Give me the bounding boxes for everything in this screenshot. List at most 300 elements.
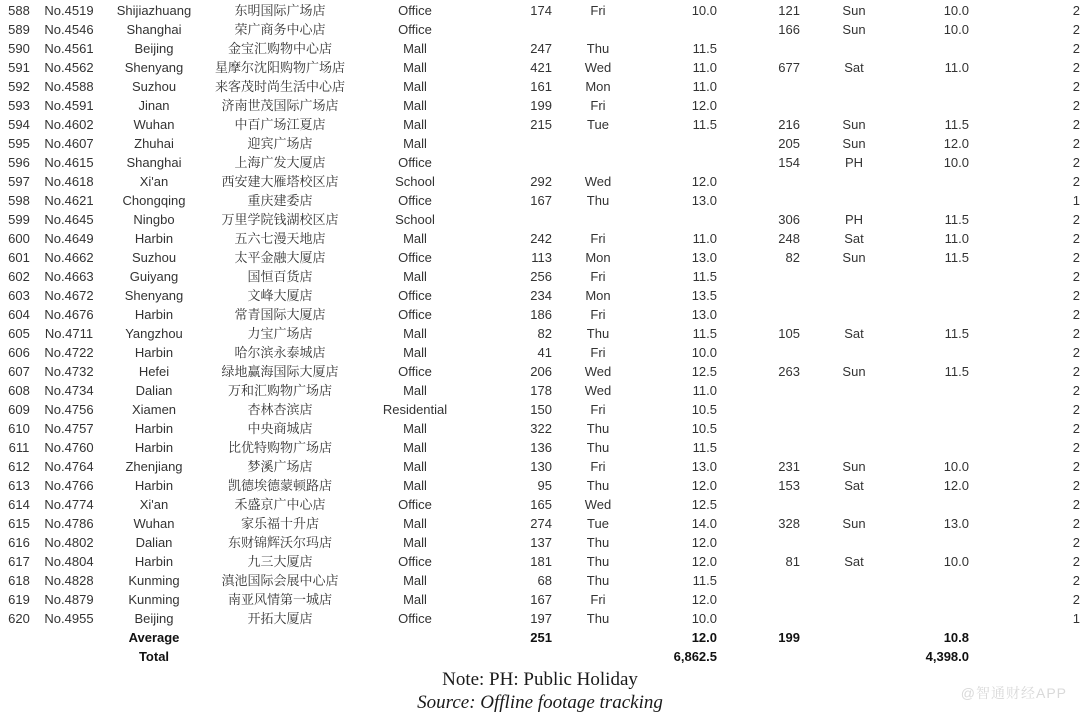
cell-idx: 594 [8, 117, 30, 132]
cell-h2 [908, 305, 969, 324]
cell-d1: Fri [590, 592, 606, 607]
cell-n: 2 [1072, 307, 1080, 322]
cell-v1: 113 [531, 250, 552, 265]
cell-h2: 13.0 [943, 516, 969, 531]
cell-h1: 13.0 [691, 307, 717, 322]
cell-h2: 10.0 [943, 22, 969, 37]
cell-idx: 598 [8, 193, 30, 208]
cell-city: Beijing [134, 41, 174, 56]
cell-d2 [800, 419, 908, 438]
cell-city: Shenyang [124, 288, 184, 303]
cell-h1: 12.0 [691, 592, 717, 607]
table-row [0, 267, 1080, 286]
cell-d1: Thu [586, 535, 610, 550]
cell-no: No.4955 [44, 611, 94, 626]
cell-h2 [908, 400, 969, 419]
cell-n: 2 [1072, 345, 1080, 360]
cell-d2 [800, 647, 908, 666]
cell-type: Office [398, 250, 432, 265]
cell-type: Mall [403, 117, 427, 132]
cell-no: No.4663 [44, 269, 94, 284]
cell-d1: Fri [590, 269, 606, 284]
cell-city: Wuhan [133, 117, 175, 132]
cell-name: 凯德埃德蒙顿路店 [227, 478, 332, 493]
total-row [0, 647, 1080, 666]
cell-h1: 11.5 [692, 269, 717, 284]
table-row [0, 210, 1080, 229]
cell-idx: 588 [8, 3, 30, 18]
cell-v1: 274 [530, 516, 552, 531]
cell-city: Kunming [128, 573, 180, 588]
cell-type: Mall [403, 345, 427, 360]
cell-d1: Wed [584, 174, 612, 189]
cell-no: No.4676 [44, 307, 94, 322]
cell-idx: 606 [8, 345, 30, 360]
cell-n: 2 [1072, 212, 1080, 227]
cell-v1: 165 [530, 497, 552, 512]
table-row [0, 457, 1080, 476]
cell-h1: 10.5 [691, 402, 717, 417]
cell-idx: 614 [8, 497, 30, 512]
cell-v2: 166 [778, 22, 800, 37]
cell-type: Office [398, 611, 432, 626]
cell-v1: 251 [530, 630, 552, 645]
cell-idx: 592 [8, 79, 30, 94]
cell-v2 [717, 647, 800, 666]
cell-city: Harbin [134, 478, 174, 493]
cell-v1: 161 [530, 79, 552, 94]
cell-h2: 11.5 [944, 212, 969, 227]
cell-n: 2 [1072, 326, 1080, 341]
cell-type: Office [398, 497, 432, 512]
cell-type: School [395, 174, 435, 189]
cell-n: 2 [1072, 459, 1080, 474]
cell-h2 [908, 419, 969, 438]
cell-no: No.4588 [44, 79, 94, 94]
cell-idx: 600 [8, 231, 30, 246]
cell-d1: Fri [590, 345, 606, 360]
cell-n: 2 [1072, 421, 1080, 436]
cell-d1: Thu [586, 421, 610, 436]
cell-v2: 205 [778, 136, 800, 151]
cell-type: Office [398, 193, 432, 208]
cell-n: 2 [1072, 136, 1080, 151]
table-body [0, 1, 1080, 666]
table-row [0, 381, 1080, 400]
table-row [0, 153, 1080, 172]
cell-h2: 10.0 [943, 459, 969, 474]
cell-name: 开拓大厦店 [247, 611, 313, 626]
cell-h1 [644, 134, 717, 153]
cell-d2 [800, 305, 908, 324]
cell-n: 2 [1072, 440, 1080, 455]
cell-type: Office [398, 155, 432, 170]
cell-h1: 6,862.5 [673, 649, 717, 664]
cell-name [208, 647, 352, 666]
table-row [0, 362, 1080, 381]
cell-v1: 215 [530, 117, 552, 132]
cell-city: Shanghai [126, 22, 182, 37]
cell-name: 比优特购物广场店 [227, 440, 332, 455]
cell-d1: Wed [584, 60, 612, 75]
cell-name: 文峰大厦店 [247, 288, 313, 303]
cell-n: 2 [1072, 3, 1080, 18]
store-footfall-table [0, 1, 1080, 666]
cell-idx: 607 [8, 364, 30, 379]
cell-city: Average [128, 630, 180, 645]
cell-type: Office [398, 554, 432, 569]
cell-type: Mall [403, 459, 427, 474]
cell-d2 [800, 39, 908, 58]
cell-n: 2 [1072, 60, 1080, 75]
cell-name: 南亚风情第一城店 [227, 592, 332, 607]
cell-n: 2 [1072, 41, 1080, 56]
cell-v1: 174 [530, 3, 552, 18]
table-row [0, 191, 1080, 210]
cell-n: 1 [1072, 611, 1080, 626]
cell-h2 [908, 191, 969, 210]
cell-type: Mall [403, 573, 427, 588]
cell-n: 2 [1072, 573, 1080, 588]
cell-no: No.4879 [44, 592, 94, 607]
cell-no [38, 628, 100, 647]
cell-city: Suzhou [131, 79, 177, 94]
cell-v2 [717, 400, 800, 419]
cell-h1: 12.0 [691, 478, 717, 493]
cell-h2 [908, 267, 969, 286]
cell-name: 太平金融大厦店 [234, 250, 326, 265]
cell-h2 [908, 77, 969, 96]
cell-d2 [800, 286, 908, 305]
cell-v1: 178 [530, 383, 552, 398]
table-row [0, 552, 1080, 571]
cell-name: 金宝汇购物中心店 [227, 41, 332, 56]
cell-d2: Sat [844, 231, 864, 246]
cell-name: 西安建大雁塔校区店 [221, 174, 339, 189]
cell-v2: 231 [778, 459, 800, 474]
cell-no: No.4602 [44, 117, 94, 132]
table-row [0, 609, 1080, 628]
cell-name: 禾盛京广中心店 [234, 497, 326, 512]
cell-h2: 10.0 [943, 554, 969, 569]
table-row [0, 1, 1080, 20]
cell-name: 济南世茂国际广场店 [221, 98, 339, 113]
cell-no: No.4607 [44, 136, 94, 151]
cell-type: Office [398, 364, 432, 379]
cell-no: No.4722 [44, 345, 94, 360]
cell-v1: 167 [530, 193, 552, 208]
cell-h1: 13.0 [691, 459, 717, 474]
cell-n: 2 [1072, 250, 1080, 265]
cell-no: No.4618 [44, 174, 94, 189]
cell-d1: Thu [586, 41, 610, 56]
cell-v2 [717, 343, 800, 362]
cell-d2 [800, 77, 908, 96]
table-note: Note: PH: Public Holiday [442, 669, 638, 690]
cell-no: No.4786 [44, 516, 94, 531]
cell-d1: Fri [590, 3, 606, 18]
cell-h1: 11.5 [692, 117, 717, 132]
cell-v1 [478, 134, 552, 153]
table-row [0, 134, 1080, 153]
table-row [0, 115, 1080, 134]
cell-d2 [800, 609, 908, 628]
cell-name: 家乐福十升店 [240, 516, 319, 531]
cell-d2: Sun [842, 516, 866, 531]
cell-h1 [644, 153, 717, 172]
cell-name: 国恒百货店 [247, 269, 313, 284]
cell-d2 [800, 381, 908, 400]
cell-h2: 12.0 [943, 478, 969, 493]
cell-v2 [717, 305, 800, 324]
cell-d1: Thu [586, 573, 610, 588]
cell-v2 [717, 609, 800, 628]
cell-no [38, 647, 100, 666]
cell-idx [0, 628, 38, 647]
cell-type: Mall [403, 269, 427, 284]
cell-d2: Sat [844, 326, 864, 341]
cell-n: 2 [1072, 516, 1080, 531]
cell-v2: 153 [778, 478, 800, 493]
cell-d1: Fri [590, 402, 606, 417]
table-row [0, 514, 1080, 533]
cell-v2 [717, 419, 800, 438]
cell-n: 1 [1072, 193, 1080, 208]
table-row [0, 96, 1080, 115]
cell-d1: Wed [584, 364, 612, 379]
cell-type: Mall [403, 535, 427, 550]
cell-v2 [717, 39, 800, 58]
cell-d2: Sun [842, 250, 866, 265]
cell-name: 万里学院钱湖校区店 [221, 212, 339, 227]
cell-v2: 82 [785, 250, 800, 265]
cell-v1: 137 [530, 535, 552, 550]
cell-v2: 216 [778, 117, 800, 132]
cell-h2: 11.0 [944, 60, 969, 75]
cell-d1: Thu [586, 478, 610, 493]
cell-v1: 197 [530, 611, 552, 626]
cell-city: Xi'an [139, 174, 169, 189]
cell-no: No.4766 [44, 478, 94, 493]
cell-h1: 12.0 [691, 98, 717, 113]
cell-h2 [908, 590, 969, 609]
table-source: Source: Offline footage tracking [417, 692, 663, 713]
cell-idx: 599 [8, 212, 30, 227]
cell-type [352, 647, 478, 666]
cell-name: 中央商城店 [247, 421, 313, 436]
cell-city: Shijiazhuang [116, 3, 192, 18]
cell-v1 [478, 210, 552, 229]
cell-h2: 11.5 [944, 364, 969, 379]
cell-h2 [908, 96, 969, 115]
cell-v2: 328 [778, 516, 800, 531]
cell-d2 [800, 628, 908, 647]
cell-d1 [552, 134, 644, 153]
cell-idx: 611 [8, 440, 30, 455]
cell-h1: 10.0 [691, 345, 717, 360]
cell-idx: 591 [8, 60, 30, 75]
cell-idx [0, 647, 38, 666]
table-row [0, 286, 1080, 305]
cell-d1: Fri [590, 459, 606, 474]
cell-v2: 306 [778, 212, 800, 227]
cell-type: Residential [382, 402, 448, 417]
cell-v1: 41 [537, 345, 552, 360]
cell-d2: PH [844, 155, 864, 170]
cell-v1: 181 [530, 554, 552, 569]
cell-h2 [908, 438, 969, 457]
cell-d1: Thu [586, 440, 610, 455]
cell-name: 迎宾广场店 [247, 136, 313, 151]
cell-h1: 10.0 [691, 611, 717, 626]
cell-n: 2 [1072, 79, 1080, 94]
table-row [0, 476, 1080, 495]
cell-no: No.4774 [44, 497, 94, 512]
cell-name: 九三大厦店 [247, 554, 313, 569]
cell-city: Harbin [134, 440, 174, 455]
cell-v2 [717, 96, 800, 115]
cell-v1: 247 [530, 41, 552, 56]
cell-no: No.4615 [44, 155, 94, 170]
cell-city: Harbin [134, 231, 174, 246]
cell-d2: Sun [842, 459, 866, 474]
cell-d2: Sun [842, 364, 866, 379]
cell-no: No.4649 [44, 231, 94, 246]
cell-h1: 11.0 [692, 383, 717, 398]
table-row [0, 419, 1080, 438]
cell-h1: 10.0 [691, 3, 717, 18]
cell-h1: 11.0 [692, 60, 717, 75]
cell-h2 [908, 343, 969, 362]
cell-d2 [800, 495, 908, 514]
cell-v2 [717, 438, 800, 457]
table-row [0, 533, 1080, 552]
cell-type: Mall [403, 136, 427, 151]
cell-type: School [395, 212, 435, 227]
cell-city: Xi'an [139, 497, 169, 512]
cell-h2: 10.0 [943, 155, 969, 170]
cell-h1: 11.5 [692, 326, 717, 341]
cell-no: No.4757 [44, 421, 94, 436]
cell-h1: 11.5 [692, 573, 717, 588]
cell-v2 [717, 77, 800, 96]
cell-name: 力宝广场店 [247, 326, 313, 341]
cell-city: Harbin [134, 307, 174, 322]
cell-name: 东财锦辉沃尔玛店 [227, 535, 332, 550]
cell-v1: 322 [530, 421, 552, 436]
cell-v1: 186 [530, 307, 552, 322]
cell-n: 2 [1072, 364, 1080, 379]
cell-type: Mall [403, 231, 427, 246]
cell-idx: 601 [8, 250, 30, 265]
cell-idx: 605 [8, 326, 30, 341]
cell-v1 [478, 647, 552, 666]
cell-h1: 11.0 [692, 231, 717, 246]
cell-name: 星摩尔沈阳购物广场店 [214, 60, 345, 75]
cell-name: 荣广商务中心店 [234, 22, 326, 37]
cell-city: Beijing [134, 611, 174, 626]
cell-city: Ningbo [133, 212, 175, 227]
cell-h1: 12.5 [691, 497, 717, 512]
table-row [0, 20, 1080, 39]
cell-d1: Fri [590, 307, 606, 322]
cell-name: 五六七漫天地店 [234, 231, 326, 246]
cell-idx: 620 [8, 611, 30, 626]
cell-v2: 248 [778, 231, 800, 246]
cell-n: 2 [1072, 155, 1080, 170]
cell-n [969, 647, 1080, 666]
cell-v1: 292 [530, 174, 552, 189]
cell-name: 重庆建委店 [247, 193, 313, 208]
cell-h1: 13.5 [691, 288, 717, 303]
cell-d1: Wed [584, 497, 612, 512]
cell-d1: Wed [584, 383, 612, 398]
cell-name: 东明国际广场店 [234, 3, 326, 18]
table-row [0, 495, 1080, 514]
cell-no: No.4732 [44, 364, 94, 379]
cell-v1 [478, 20, 552, 39]
cell-n: 2 [1072, 592, 1080, 607]
cell-d2: Sun [842, 22, 866, 37]
cell-d1: Thu [586, 326, 610, 341]
cell-d1: Thu [586, 193, 610, 208]
cell-city: Yangzhou [125, 326, 183, 341]
cell-d2: Sun [842, 117, 866, 132]
cell-d2 [800, 343, 908, 362]
cell-n: 2 [1072, 98, 1080, 113]
cell-name: 杏林杏滨店 [247, 402, 313, 417]
cell-city: Xiamen [131, 402, 177, 417]
cell-city: Chongqing [122, 193, 186, 208]
cell-v1: 199 [530, 98, 552, 113]
cell-name: 万和汇购物广场店 [227, 383, 332, 398]
cell-h2 [908, 381, 969, 400]
cell-d2 [800, 191, 908, 210]
cell-type: Mall [403, 421, 427, 436]
cell-h2: 11.5 [944, 250, 969, 265]
cell-h2: 11.0 [944, 231, 969, 246]
cell-idx: 609 [8, 402, 30, 417]
cell-h1: 12.5 [691, 364, 717, 379]
cell-h2: 10.8 [943, 630, 969, 645]
cell-idx: 617 [8, 554, 30, 569]
table-row [0, 590, 1080, 609]
table-row [0, 229, 1080, 248]
cell-no: No.4621 [44, 193, 94, 208]
cell-city: Harbin [134, 554, 174, 569]
cell-city: Total [138, 649, 170, 664]
cell-h1 [644, 210, 717, 229]
cell-v2: 121 [778, 3, 800, 18]
cell-d2 [800, 267, 908, 286]
cell-city: Dalian [135, 535, 173, 550]
cell-city: Guiyang [129, 269, 179, 284]
cell-v1: 68 [537, 573, 552, 588]
cell-city: Zhenjiang [125, 459, 183, 474]
table-row [0, 343, 1080, 362]
table-row [0, 438, 1080, 457]
cell-h2: 11.5 [944, 326, 969, 341]
cell-city: Kunming [128, 592, 180, 607]
cell-name: 哈尔滨永泰城店 [234, 345, 326, 360]
cell-v1: 136 [530, 440, 552, 455]
table-row [0, 172, 1080, 191]
cell-h1 [644, 20, 717, 39]
cell-no: No.4756 [44, 402, 94, 417]
cell-idx: 602 [8, 269, 30, 284]
cell-n: 2 [1072, 117, 1080, 132]
cell-v2 [717, 286, 800, 305]
